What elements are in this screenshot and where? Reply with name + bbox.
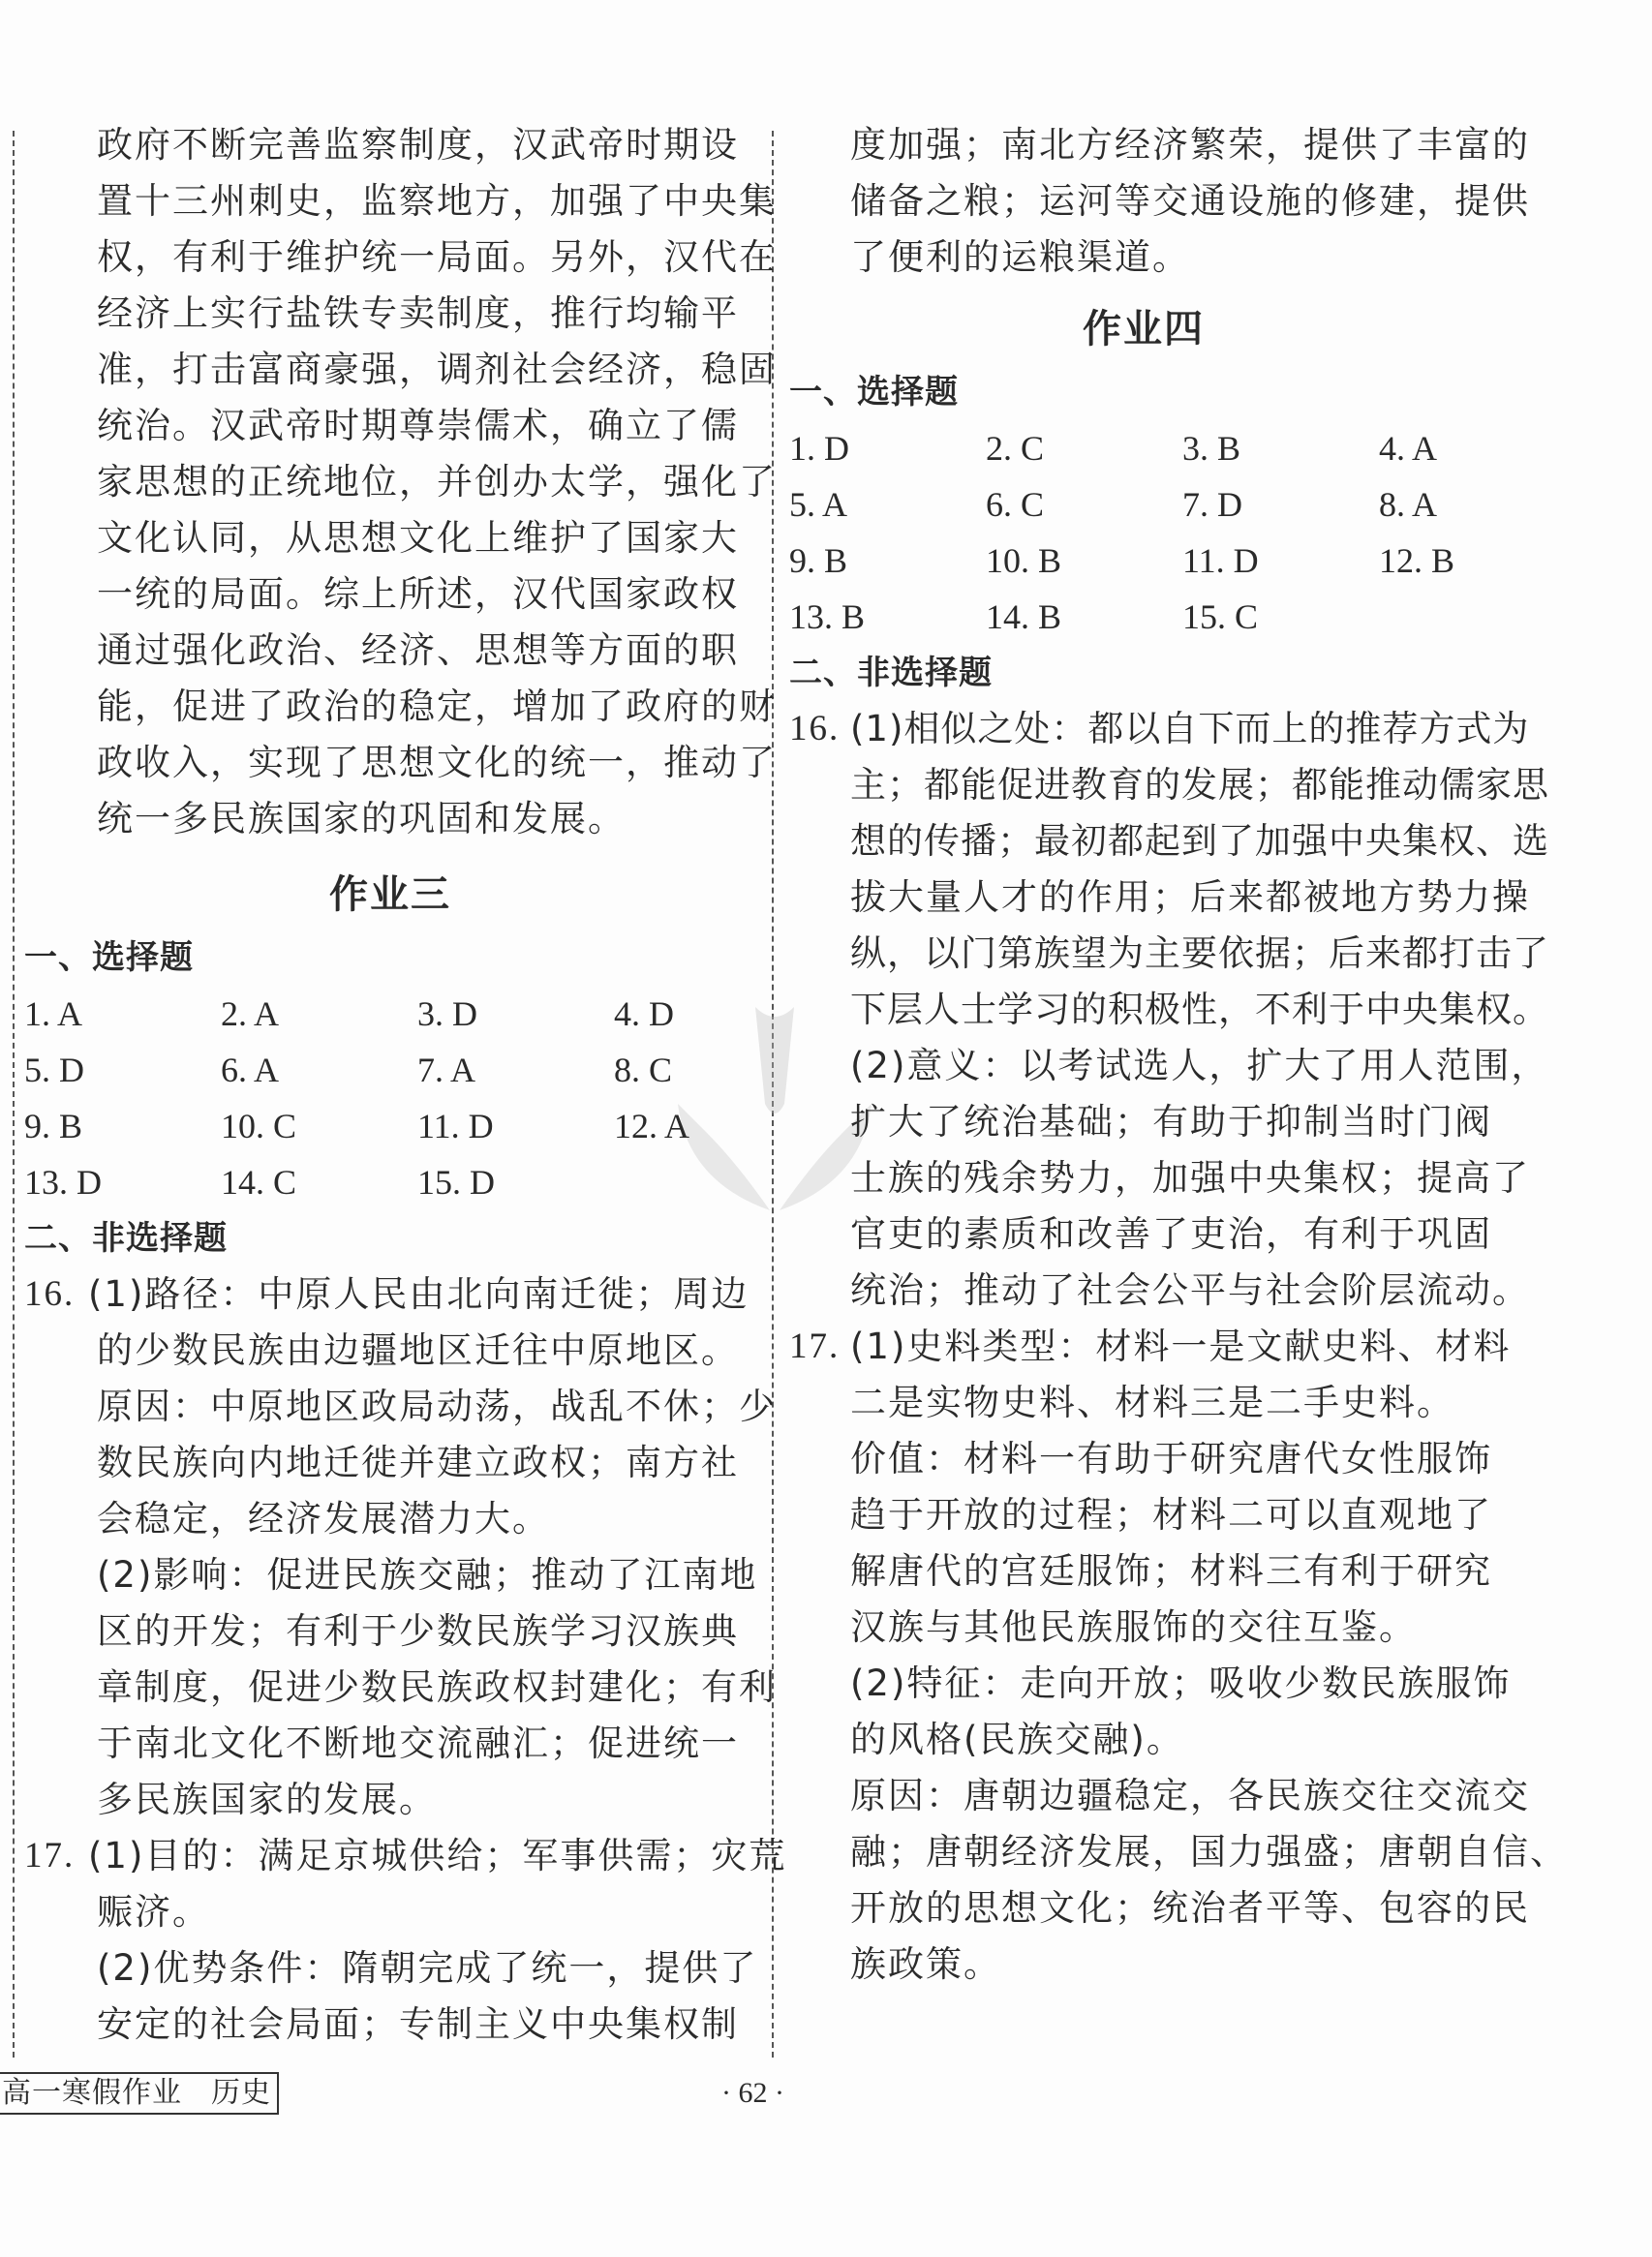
answer-item: 10. B <box>986 541 1062 580</box>
answer-item: 5. A <box>789 485 848 524</box>
text-line: 度加强；南北方经济繁荣，提供了丰富的 <box>850 124 1530 166</box>
text-line: 多民族国家的发展。 <box>97 1779 437 1820</box>
answer-item: 4. A <box>1379 429 1438 468</box>
hw4-section2-title: 二、非选择题 <box>789 654 993 692</box>
hw3-section1-title: 一、选择题 <box>24 938 194 977</box>
text-line: 储备之粮；运河等交通设施的修建，提供 <box>850 180 1530 222</box>
text-line: (2)特征：走向开放；吸收少数民族服饰 <box>850 1662 1512 1704</box>
text-line: 政府不断完善监察制度，汉武帝时期设 <box>97 124 739 166</box>
text-line: 解唐代的宫廷服饰；材料三有利于研究 <box>850 1550 1492 1592</box>
text-line: (2)优势条件：隋朝完成了统一，提供了 <box>97 1947 758 1989</box>
text-line: 的风格(民族交融)。 <box>850 1719 1184 1760</box>
answer-item: 6. A <box>221 1051 280 1089</box>
text-line: 了便利的运粮渠道。 <box>850 236 1190 278</box>
answer-item: 12. A <box>614 1107 690 1145</box>
answer-item: 3. D <box>417 994 477 1033</box>
text-line: 家思想的正统地位，并创办太学，强化了 <box>97 461 777 503</box>
hw4-answer-row <box>789 595 1525 638</box>
text-line: 原因：唐朝边疆稳定，各民族交往交流交 <box>850 1775 1530 1816</box>
page-number: · 62 · <box>721 2077 784 2109</box>
hw4-answer-row <box>789 427 1525 470</box>
text-line: 会稳定，经济发展潜力大。 <box>97 1498 550 1540</box>
text-line: (2)影响：促进民族交融；推动了江南地 <box>97 1554 758 1596</box>
hw4-answer-row <box>789 539 1525 582</box>
text-line: 想的传播；最初都起到了加强中央集权、选 <box>850 820 1549 862</box>
text-line: 通过强化政治、经济、思想等方面的职 <box>97 629 739 671</box>
text-line: 政收入，实现了思想文化的统一，推动了 <box>97 742 777 783</box>
text-line: 拔大量人才的作用；后来都被地方势力操 <box>850 876 1530 918</box>
answer-item: 8. C <box>614 1051 673 1089</box>
text-line: 开放的思想文化；统治者平等、包容的民 <box>850 1887 1530 1929</box>
answer-item: 13. D <box>24 1163 102 1202</box>
answer-item: 14. C <box>221 1163 297 1202</box>
answer-item: 1. D <box>789 429 849 468</box>
text-line: 士族的残余势力，加强中央集权；提高了 <box>850 1157 1530 1199</box>
text-line: (1)目的：满足京城供给；军事供需；灾荒 <box>88 1835 787 1876</box>
text-line: 原因：中原地区政局动荡，战乱不休；少 <box>97 1386 777 1427</box>
text-line: (2)意义：以考试选人，扩大了用人范围， <box>850 1045 1549 1086</box>
text-line: 能，促进了政治的稳定，增加了政府的财 <box>97 686 777 727</box>
hw3-q17-number: 17. <box>24 1836 76 1876</box>
answer-item: 15. C <box>1182 597 1259 636</box>
text-line: 扩大了统治基础；有助于抑制当时门阀 <box>850 1101 1492 1143</box>
answer-item: 5. D <box>24 1051 84 1089</box>
hw3-q16-number: 16. <box>24 1274 76 1314</box>
hw4-q17-number: 17. <box>789 1327 841 1366</box>
text-line: 章制度，促进少数民族政权封建化；有利 <box>97 1666 777 1708</box>
text-line: 文化认同，从思想文化上维护了国家大 <box>97 517 739 559</box>
homework3-title: 作业三 <box>329 872 451 917</box>
text-line: 安定的社会局面；专制主义中央集权制 <box>97 2003 739 2045</box>
text-line: 赈济。 <box>97 1891 210 1933</box>
left-dashed-rule <box>13 131 15 2058</box>
text-line: 主；都能促进教育的发展；都能推动儒家思 <box>850 764 1549 806</box>
text-line: 经济上实行盐铁专卖制度，推行均输平 <box>97 292 739 334</box>
answer-item: 11. D <box>417 1107 494 1145</box>
answer-item: 1. A <box>24 994 83 1033</box>
text-line: 的少数民族由边疆地区迁往中原地区。 <box>97 1329 739 1371</box>
text-line: 纵，以门第族望为主要依据；后来都打击了 <box>850 932 1549 974</box>
text-line: (1)相似之处：都以自下而上的推荐方式为 <box>850 708 1530 749</box>
answer-item: 9. B <box>24 1107 83 1145</box>
answer-item: 9. B <box>789 541 848 580</box>
text-line: 统一多民族国家的巩固和发展。 <box>97 798 626 839</box>
text-line: 权，有利于维护统一局面。另外，汉代在 <box>97 236 777 278</box>
answer-item: 12. B <box>1379 541 1455 580</box>
text-line: 一统的局面。综上所述，汉代国家政权 <box>97 573 739 615</box>
answer-item: 13. B <box>789 597 866 636</box>
text-line: 族政策。 <box>850 1943 1001 1985</box>
answer-item: 6. C <box>986 485 1045 524</box>
hw4-answer-row <box>789 483 1525 526</box>
text-line: 趋于开放的过程；材料二可以直观地了 <box>850 1494 1492 1536</box>
text-line: 下层人士学习的积极性，不利于中央集权。 <box>850 989 1549 1030</box>
answer-item: 4. D <box>614 994 674 1033</box>
answer-item: 7. A <box>417 1051 476 1089</box>
text-line: 统治；推动了社会公平与社会阶层流动。 <box>850 1269 1530 1311</box>
homework4-title: 作业四 <box>1083 307 1205 351</box>
hw4-section1-title: 一、选择题 <box>789 373 959 412</box>
hw3-answer-row <box>24 1105 760 1147</box>
hw3-answer-row <box>24 1161 760 1204</box>
text-line: 融；唐朝经济发展，国力强盛；唐朝自信、 <box>850 1831 1568 1873</box>
hw3-answer-row <box>24 1049 760 1091</box>
subject-label: 历史 <box>211 2076 271 2110</box>
text-line: 于南北文化不断地交流融汇；促进统一 <box>97 1723 739 1764</box>
text-line: 数民族向内地迁徙并建立政权；南方社 <box>97 1442 739 1483</box>
text-line: 汉族与其他民族服饰的交往互鉴。 <box>850 1606 1417 1648</box>
text-line: (1)路径：中原人民由北向南迁徙；周边 <box>88 1273 750 1315</box>
text-line: 区的开发；有利于少数民族学习汉族典 <box>97 1610 739 1652</box>
text-line: 准，打击富商豪强，调剂社会经济，稳固 <box>97 349 777 390</box>
book-title: 高一寒假作业 <box>2 2076 182 2110</box>
answer-item: 7. D <box>1182 485 1242 524</box>
answer-item: 10. C <box>221 1107 297 1145</box>
text-line: (1)史料类型：材料一是文献史料、材料 <box>850 1326 1512 1367</box>
answer-item: 2. A <box>221 994 280 1033</box>
text-line: 官吏的素质和改善了吏治，有利于巩固 <box>850 1213 1492 1255</box>
answer-item: 3. B <box>1182 429 1241 468</box>
answer-item: 8. A <box>1379 485 1438 524</box>
hw3-answer-row <box>24 992 760 1035</box>
hw4-q16-number: 16. <box>789 709 841 748</box>
book-title-box <box>0 2072 279 2115</box>
answer-item: 14. B <box>986 597 1062 636</box>
text-line: 统治。汉武帝时期尊崇儒术，确立了儒 <box>97 405 739 446</box>
answer-item: 2. C <box>986 429 1045 468</box>
text-line: 置十三州刺史，监察地方，加强了中央集 <box>97 180 777 222</box>
hw3-section2-title: 二、非选择题 <box>24 1219 228 1258</box>
text-line: 二是实物史料、材料三是二手史料。 <box>850 1382 1454 1423</box>
answer-item: 11. D <box>1182 541 1259 580</box>
text-line: 价值：材料一有助于研究唐代女性服饰 <box>850 1438 1492 1479</box>
answer-item: 15. D <box>417 1163 495 1202</box>
